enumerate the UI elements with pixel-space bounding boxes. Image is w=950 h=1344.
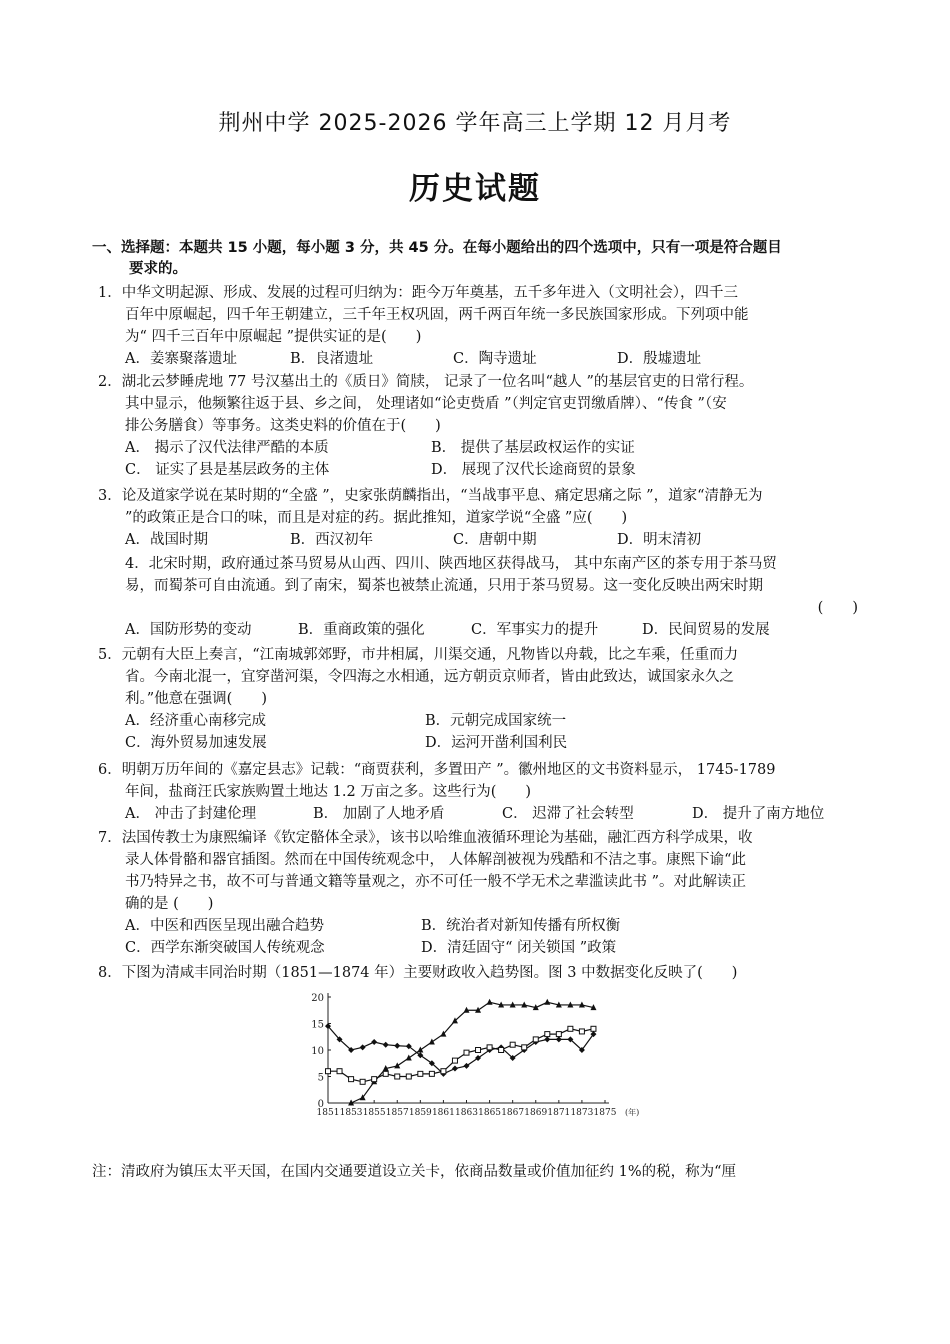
option-a[interactable]: A．国防形势的变动 xyxy=(125,622,252,638)
question-text-line: 利。”他意在强调( ) xyxy=(125,691,267,707)
x-tick-label: 1875 xyxy=(593,1108,617,1118)
x-tick-label: 1865 xyxy=(478,1108,502,1118)
option-a[interactable]: A．姜寨聚落遗址 xyxy=(125,351,237,367)
option-b[interactable]: B．良渚遗址 xyxy=(290,351,374,367)
data-point-square xyxy=(326,1069,331,1074)
options-row xyxy=(98,529,888,551)
question-7 xyxy=(98,827,888,959)
data-point-square xyxy=(522,1045,527,1050)
options-row xyxy=(98,459,888,481)
subject-title: 历史试题 xyxy=(409,171,541,207)
question-text-line: 4．北宋时期，政府通过茶马贸易从山西、四川、陕西地区获得战马， 其中东南产区的茶专用于茶马贸 xyxy=(125,556,777,572)
x-tick-label: 1851 xyxy=(316,1108,340,1118)
question-text-line: 书乃特异之书，故不可与普通文籍等量观之，亦不可任一般不学无术之辈滥读此书 ”。对此解读正 xyxy=(125,874,747,890)
question-text-line: 百年中原崛起，四千年王朝建立，三千年王权巩固，两千两百年统一多民族国家形成。下列项中能 xyxy=(125,307,749,323)
option-c[interactable]: C．唐朝中期 xyxy=(453,532,537,548)
option-c[interactable]: C． 迟滞了社会转型 xyxy=(502,806,634,822)
option-d[interactable]: D．清廷固守“ 闭关锁国 ”政策 xyxy=(421,940,617,956)
data-point-square xyxy=(545,1032,550,1037)
option-d[interactable]: D． 提升了南方地位 xyxy=(692,806,825,822)
option-c[interactable]: C． 证实了县是基层政务的主体 xyxy=(125,462,330,478)
option-a[interactable]: A． 冲击了封建伦理 xyxy=(125,806,257,822)
data-point-diamond xyxy=(452,1066,458,1072)
question-8 xyxy=(98,962,888,984)
data-point-square xyxy=(533,1037,538,1042)
option-d[interactable]: D．明末清初 xyxy=(617,532,702,548)
option-a[interactable]: A．经济重心南移完成 xyxy=(125,713,266,729)
option-d[interactable]: D． 展现了汉代长途商贸的景象 xyxy=(431,462,636,478)
series-line-square xyxy=(328,1029,593,1082)
x-tick-label: 1867 xyxy=(501,1108,525,1118)
series-line-triangle xyxy=(351,1002,593,1103)
option-c[interactable]: C．海外贸易加速发展 xyxy=(125,735,267,751)
question-1 xyxy=(98,282,888,370)
data-point-diamond xyxy=(383,1042,389,1048)
x-tick-label: 1873 xyxy=(570,1108,594,1118)
question-text-line: 其中显示，他频繁往返于县、乡之间， 处理诸如“论吏赀盾 ”（判定官吏罚缴盾牌）、“传食 ”（安 xyxy=(125,396,727,412)
data-point-square xyxy=(452,1058,457,1063)
option-a[interactable]: A．战国时期 xyxy=(125,532,208,548)
option-c[interactable]: C．西学东渐突破国人传统观念 xyxy=(125,940,325,956)
option-d[interactable]: D．殷墟遗址 xyxy=(617,351,702,367)
data-point-square xyxy=(579,1029,584,1034)
question-2 xyxy=(98,371,888,481)
x-tick-label: 1863 xyxy=(455,1108,478,1118)
data-point-diamond xyxy=(360,1044,366,1050)
fiscal-revenue-chart xyxy=(300,985,660,1120)
x-tick-label: 1857 xyxy=(385,1108,409,1118)
options-row xyxy=(98,348,888,370)
data-point-square xyxy=(406,1074,411,1079)
data-point-diamond xyxy=(556,1036,562,1042)
y-tick-label: 5 xyxy=(317,1072,324,1084)
question-text-line: ( ) xyxy=(817,600,858,616)
question-text-line: 省。今南北混一，宜穿凿河渠，令四海之水相通，远方朝贡京师者，皆由此致达，诚国家永久之 xyxy=(125,669,734,685)
question-text-line: 3．论及道家学说在某时期的“全盛 ”，史家张荫麟指出，“当战事平息、痛定思痛之际 ”，道家“清静无为 xyxy=(98,488,763,504)
question-5 xyxy=(98,644,888,754)
section-heading-line2: 要求的。 xyxy=(129,261,187,277)
options-row xyxy=(98,937,888,959)
option-d[interactable]: D．运河开凿利国利民 xyxy=(425,735,568,751)
y-tick-label: 20 xyxy=(311,993,324,1004)
option-b[interactable]: B．重商政策的强化 xyxy=(298,622,425,638)
options-row xyxy=(98,619,888,641)
data-point-square xyxy=(487,1045,492,1050)
x-tick-label: 1853 xyxy=(339,1108,363,1118)
data-point-triangle xyxy=(406,1054,412,1060)
question-text-line: 1．中华文明起源、形成、发展的过程可归纳为：距今万年奠基，五千多年进入（文明社会），四千三 xyxy=(98,285,738,301)
option-b[interactable]: B． 加剧了人地矛盾 xyxy=(313,806,445,822)
school-title: 荆州中学 2025-2026 学年高三上学期 12 月月考 xyxy=(218,111,732,136)
question-text-line: 7．法国传教士为康熙编译《钦定骼体全录》，该书以哈维血液循环理论为基础，融汇西方科学成果，收 xyxy=(98,830,753,846)
question-text-line: 8．下图为清咸丰同治时期（1851—1874 年）主要财政收入趋势图。图 3 中数据变化反映了( ) xyxy=(98,965,738,981)
x-tick-label: 1855 xyxy=(362,1108,386,1118)
data-point-triangle xyxy=(429,1039,435,1045)
option-b[interactable]: B．西汉初年 xyxy=(290,532,374,548)
options-row xyxy=(98,915,888,937)
question-text-line: 排公务膳食）等事务。这类史料的价值在于( ) xyxy=(125,418,441,434)
x-tick-label: 1871 xyxy=(547,1108,571,1118)
data-point-square xyxy=(568,1026,573,1031)
question-text-line: 为“ 四千三百年中原崛起 ”提供实证的是( ) xyxy=(125,329,422,345)
section-heading xyxy=(92,238,882,280)
chart-svg xyxy=(300,985,660,1120)
section-heading-line1: 一、选择题：本题共 15 小题，每小题 3 分，共 45 分。在每小题给出的四个选项中，只有一项是符合题目 xyxy=(92,240,782,256)
options-row xyxy=(98,732,888,754)
y-tick-label: 0 xyxy=(317,1099,324,1110)
data-point-square xyxy=(441,1069,446,1074)
data-point-square xyxy=(476,1048,481,1053)
data-point-square xyxy=(395,1074,400,1079)
option-d[interactable]: D．民间贸易的发展 xyxy=(642,622,770,638)
data-point-square xyxy=(372,1077,377,1082)
question-text-line: 易，而蜀茶可自由流通。到了南宋，蜀茶也被禁止流通，只用于茶马贸易。这一变化反映出两宋时期 xyxy=(125,578,763,594)
question-6 xyxy=(98,759,888,825)
option-a[interactable]: A．中医和西医呈现出融合趋势 xyxy=(125,918,324,934)
option-a[interactable]: A． 揭示了汉代法律严酷的本质 xyxy=(125,440,329,456)
option-b[interactable]: B． 提供了基层政权运作的实证 xyxy=(431,440,635,456)
options-row xyxy=(98,803,888,825)
data-point-square xyxy=(349,1077,354,1082)
x-tick-label: 1859 xyxy=(408,1108,432,1118)
x-axis-label: (年) xyxy=(625,1108,640,1117)
x-tick-label: 1861 xyxy=(431,1108,455,1118)
data-point-square xyxy=(556,1032,561,1037)
data-point-square xyxy=(591,1026,596,1031)
question-text-line: 年间，盐商汪氏家族购置土地达 1.2 万亩之多。这些行为( ) xyxy=(125,784,532,800)
data-point-square xyxy=(360,1079,365,1084)
options-row xyxy=(98,710,888,732)
data-point-square xyxy=(464,1050,469,1055)
option-c[interactable]: C．陶寺遗址 xyxy=(453,351,537,367)
y-tick-label: 10 xyxy=(311,1046,324,1057)
data-point-triangle xyxy=(417,1047,423,1053)
data-point-square xyxy=(383,1071,388,1076)
data-point-triangle xyxy=(544,999,550,1005)
data-point-diamond xyxy=(394,1043,400,1049)
question-3 xyxy=(98,485,888,551)
data-point-triangle xyxy=(394,1062,400,1068)
question-text-line: 确的是 ( ) xyxy=(125,896,214,912)
x-tick-label: 1869 xyxy=(524,1108,548,1118)
options-row xyxy=(98,437,888,459)
series-line-diamond xyxy=(328,1026,593,1074)
data-point-square xyxy=(337,1069,342,1074)
chart-note: 注：清政府为镇压太平天国，在国内交通要道设立关卡，依商品数量或价值加征约 1%的税，称为“厘 xyxy=(92,1164,737,1180)
data-point-diamond xyxy=(544,1036,550,1042)
option-b[interactable]: B．统治者对新知传播有所权衡 xyxy=(421,918,621,934)
question-text-line: 录人体骨骼和器官插图。然而在中国传统观念中， 人体解剖被视为残酷和不洁之事。康熙下谕“此 xyxy=(125,852,747,868)
option-c[interactable]: C．军事实力的提升 xyxy=(471,622,599,638)
option-b[interactable]: B．元朝完成国家统一 xyxy=(425,713,567,729)
data-point-square xyxy=(418,1071,423,1076)
question-text-line: 2．湖北云梦睡虎地 77 号汉墓出土的《质日》简牍， 记录了一位名叫“越人 ”的基层官吏的日常行程。 xyxy=(98,374,754,390)
question-text-line: 5．元朝有大臣上奏言，“江南城郭郊野，市井相属，川渠交通，凡物皆以舟载，比之车乘，任重而力 xyxy=(98,647,739,663)
y-tick-label: 15 xyxy=(311,1019,324,1031)
question-text-line: 6．明朝万历年间的《嘉定县志》记载：“商贾获利，多置田产 ”。徽州地区的文书资料显示， 1745-1789 xyxy=(98,762,776,778)
data-point-square xyxy=(499,1048,504,1053)
question-text-line: ”的政策正是合口的味，而且是对症的药。据此推知，道家学说“全盛 ”应( ) xyxy=(125,510,628,526)
data-point-square xyxy=(429,1071,434,1076)
data-point-square xyxy=(510,1042,515,1047)
data-point-triangle xyxy=(487,999,493,1005)
question-4 xyxy=(98,553,888,641)
data-point-diamond xyxy=(371,1039,377,1045)
